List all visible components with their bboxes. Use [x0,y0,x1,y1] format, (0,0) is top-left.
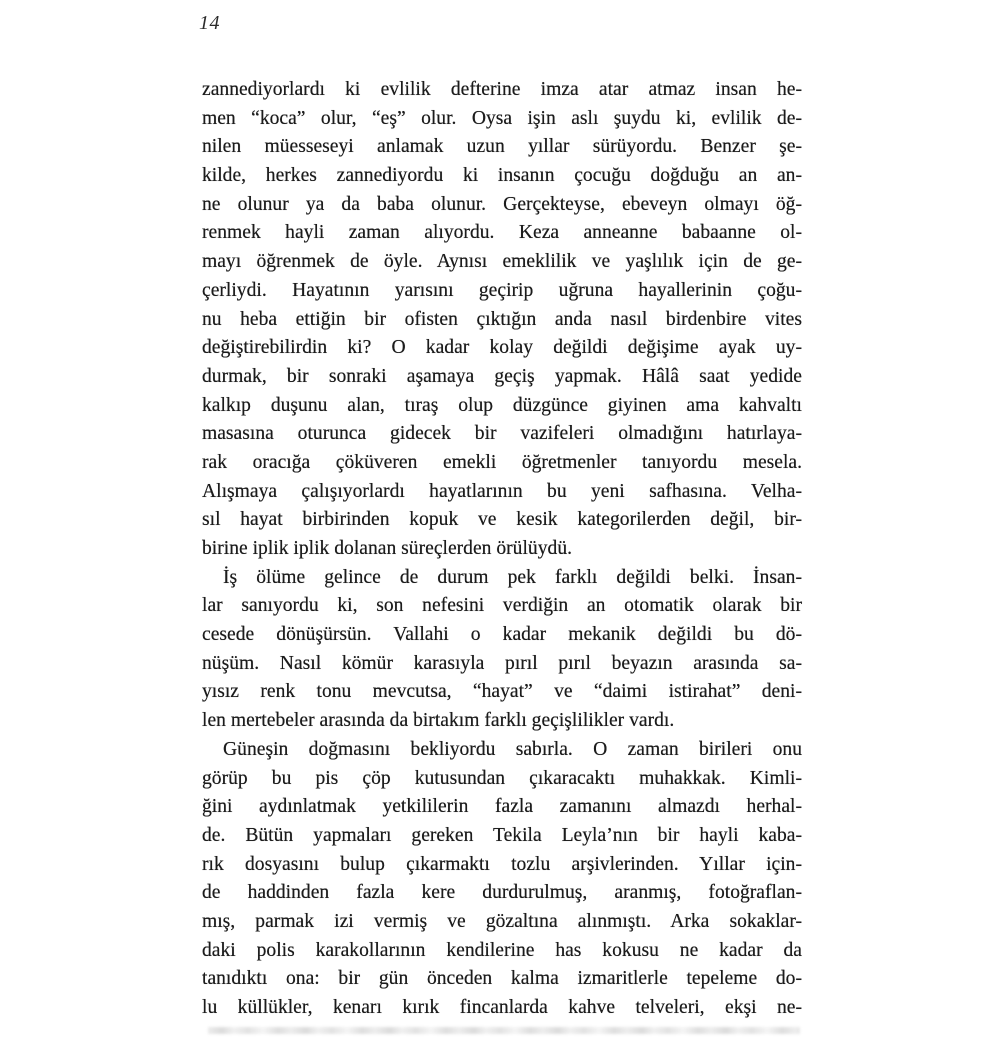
body-text [202,76,802,1023]
text-line: lar sanıyordu ki, son nefesini verdiğin an otomatik olarak bir [202,595,802,617]
text-line: kilde, herkes zannediyordu ki insanın çocuğu doğduğu an an- [202,165,802,187]
text-line: kalkıp duşunu alan, tıraş olup düzgünce giyinen ama kahvaltı [202,394,802,416]
text-line: daki polis karakollarının kendilerine has kokusu ne kadar da [202,939,802,961]
text-line: sıl hayat birbirinden kopuk ve kesik kategorilerden değil, bir- [202,509,802,531]
text-line: lu küllükler, kenarı kırık fincanlarda kahve telveleri, ekşi ne- [202,997,802,1018]
text-line: nüşüm. Nasıl kömür karasıyla pırıl pırıl beyazın arasında sa- [202,652,802,674]
page-number: 14 [199,12,220,34]
text-line: de. Bütün yapmaları gereken Tekila Leyla’nın bir hayli kaba- [202,824,802,846]
text-line: renmek hayli zaman alıyordu. Keza anneanne babaanne ol- [202,222,802,244]
text-line: yısız renk tonu mevcutsa, “hayat” ve “daimi istirahat” deni- [202,681,802,703]
text-line: rak oracığa çöküveren emekli öğretmenler tanıyordu mesela. [202,451,802,473]
next-line-cutoff [208,1027,800,1034]
text-line: Alışmaya çalışıyorlardı hayatlarının bu yeni safhasına. Velha- [202,480,802,502]
text-line: ne olunur ya da baba olunur. Gerçekteyse, ebeveyn olmayı öğ- [202,193,802,215]
text-line: masasına oturunca gidecek bir vazifeleri olmadığını hatırlaya- [202,423,802,445]
text-line: rık dosyasını bulup çıkarmaktı tozlu arşivlerinden. Yıllar için- [202,853,802,875]
text-line: Güneşin doğmasını bekliyordu sabırla. O zaman birileri onu [223,738,802,760]
text-line: tanıdıktı ona: bir gün önceden kalma izmaritlerle tepeleme do- [202,968,802,990]
text-line: zannediyorlardı ki evlilik defterine imza atar atmaz insan he- [202,79,802,100]
text-line: ğini aydınlatmak yetkililerin fazla zamanını almazdı herhal- [202,796,802,818]
text-line: birine iplik iplik dolanan süreçlerden örülüydü. [202,538,573,559]
text-line: çerliydi. Hayatının yarısını geçirip uğruna hayallerinin çoğu- [202,279,802,301]
text-line: İş ölüme gelince de durum pek farklı değildi belki. İnsan- [223,566,802,588]
text-line: mayı öğrenmek de öyle. Aynısı emeklilik ve yaşlılık için de ge- [202,251,802,273]
text-line: len mertebeler arasında da birtakım farklı geçişlilikler vardı. [202,710,675,732]
text-line: değiştirebilirdin ki? O kadar kolay değildi değişime ayak uy- [202,337,802,359]
text-line: men “koca” olur, “eş” olur. Oysa işin aslı şuydu ki, evlilik de- [202,107,802,129]
text-line: durmak, bir sonraki aşamaya geçiş yapmak. Hâlâ saat yedide [202,365,802,387]
text-line: mış, parmak izi vermiş ve gözaltına alınmıştı. Arka sokaklar- [202,910,802,932]
text-line: cesede dönüşürsün. Vallahi o kadar mekanik değildi bu dö- [202,624,802,646]
text-line: nu heba ettiğin bir ofisten çıktığın anda nasıl birdenbire vites [202,308,802,330]
text-line: görüp bu pis çöp kutusundan çıkaracaktı muhakkak. Kimli- [202,767,802,789]
text-line: de haddinden fazla kere durdurulmuş, aranmış, fotoğraflan- [202,882,802,904]
text-line: nilen müesseseyi anlamak uzun yıllar sürüyordu. Benzer şe- [202,136,802,158]
